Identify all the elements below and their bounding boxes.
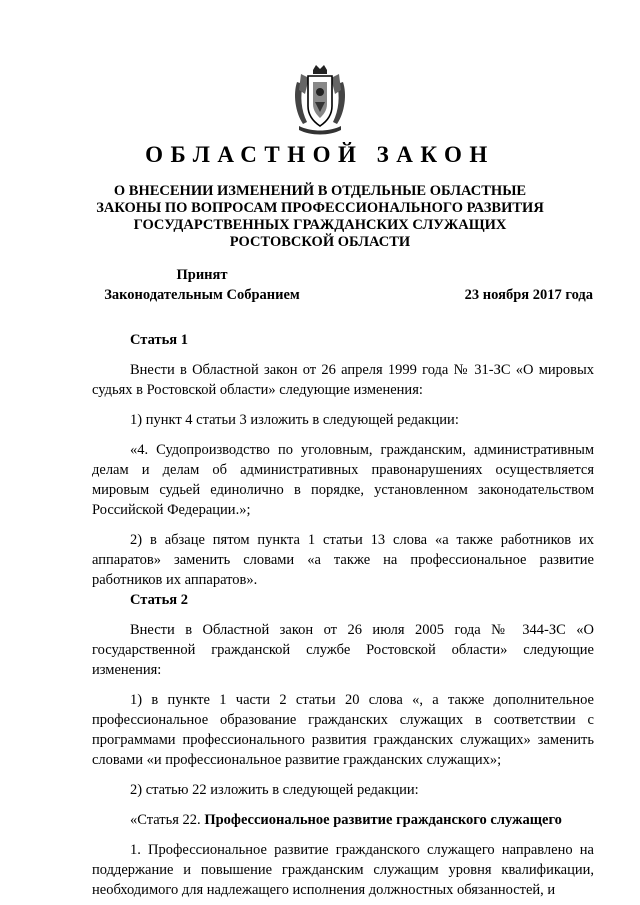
article-2-heading: Статья 2: [130, 592, 188, 608]
adoption-date: 23 ноября 2017 года: [464, 287, 593, 303]
article-22-paragraph-1: 1. Профессиональное развитие гражданского служащего направлено на поддержание и повышение гражданским служащим уровня квалификации, необходимого для надлежащего исполнения должностных обязанностей, и: [92, 842, 594, 898]
article-1-heading: Статья 1: [130, 332, 188, 348]
article-1-item-1-text: «4. Судопроизводство по уголовным, гражданским, административным делам и делам об административных правонарушениях осуществляется мировым судьей единолично в порядке, установленном законодательством Российской Федерации.»;: [92, 442, 594, 518]
article-2-intro: Внести в Областной закон от 26 июля 2005 года № 344-ЗС «О государственной гражданской службе Ростовской области» следующие изменения:: [92, 622, 594, 678]
article-22-prefix: «Статья 22.: [130, 812, 201, 828]
article-1-item-1: 1) пункт 4 статьи 3 изложить в следующей редакции:: [130, 412, 459, 428]
article-22-heading: [92, 810, 594, 830]
adopted-by-label: Законодательным Собранием: [104, 287, 300, 303]
adopted-label: Принят: [176, 267, 228, 283]
article-1-intro: Внести в Областной закон от 26 апреля 1999 года № 31-ЗС «О мировых судьях в Ростовской области» следующие изменения:: [92, 362, 594, 398]
article-22-title: Профессиональное развитие гражданского служащего: [204, 812, 562, 828]
coat-of-arms-icon: [291, 64, 349, 136]
document-body: [92, 330, 594, 900]
law-title: ОБЛАСТНОЙ ЗАКОН: [145, 142, 495, 167]
article-2-item-2: 2) статью 22 изложить в следующей редакции:: [130, 782, 419, 798]
adoption-block: [92, 265, 312, 305]
article-1-item-2: 2) в абзаце пятом пункта 1 статьи 13 слова «а также работников их аппаратов» заменить словами «а также на профессиональное развитие работников их аппаратов».: [92, 532, 594, 588]
law-subtitle: О ВНЕСЕНИИ ИЗМЕНЕНИЙ В ОТДЕЛЬНЫЕ ОБЛАСТНЫЕ ЗАКОНЫ ПО ВОПРОСАМ ПРОФЕССИОНАЛЬНОГО РАЗВИТИЯ ГОСУДАРСТВЕННЫХ ГРАЖДАНСКИХ СЛУЖАЩИХ РОСТОВСКОЙ ОБЛАСТИ: [96, 183, 544, 250]
article-2-item-1: 1) в пункте 1 части 2 статьи 20 слова «, а также дополнительное профессиональное образование гражданских служащих в соответствии с программами профессионального развития гражданских служащих» заменить словами «и профессиональное развитие гражданских служащих»;: [92, 692, 594, 768]
